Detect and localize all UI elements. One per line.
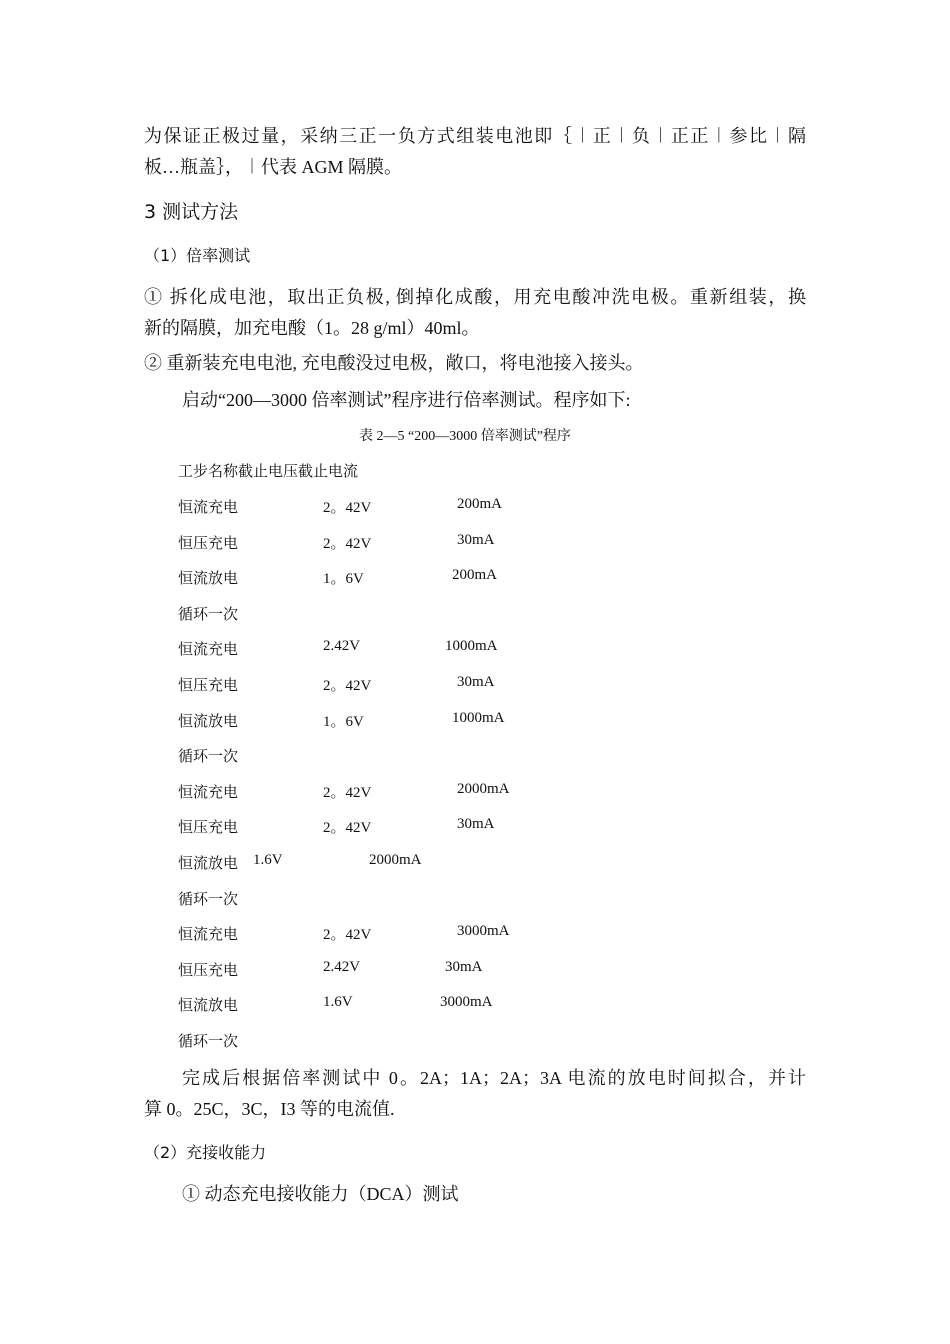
table-cell-voltage: 2。42V (323, 927, 372, 943)
table-cell-current: 30mA (457, 532, 495, 548)
table-cell-current: 200mA (452, 567, 497, 583)
table-cell-current: 2000mA (457, 781, 510, 797)
table-cell-step: 循环一次 (178, 892, 239, 908)
section-3-heading: 3 测试方法 (144, 201, 239, 223)
step-1-line-2: 新的隔膜，加充电酸（1。28 g/ml）40ml。 (144, 318, 480, 338)
subsection-1-heading: （1）倍率测试 (144, 246, 251, 265)
table-cell-step: 恒压充电 (178, 678, 239, 694)
intro-line-2: 板…瓶盖｝，︱代表 AGM 隔膜。 (144, 157, 403, 177)
table-cell-current: 200mA (457, 496, 502, 512)
table-cell-step: 循环一次 (178, 1034, 239, 1050)
subsection-2-heading: （2）充接收能力 (144, 1143, 267, 1162)
table-cell-current: 1000mA (452, 710, 505, 726)
table-cell-step: 恒流充电 (178, 785, 239, 801)
table-cell-step: 恒压充电 (178, 820, 239, 836)
step-3: 启动“200—3000 倍率测试”程序进行倍率测试。程序如下: (182, 390, 631, 410)
table-cell-step: 循环一次 (178, 749, 239, 765)
table-cell-current: 3000mA (457, 923, 510, 939)
table-cell-step: 恒压充电 (178, 536, 239, 552)
table-cell-step: 恒流充电 (178, 642, 239, 658)
intro-line-1: 为保证正极过量，采纳三正一负方式组装电池即｛︱正︱负︱正正︱参比︱隔 (144, 126, 806, 146)
table-cell-current: 1000mA (445, 638, 498, 654)
table-cell-current: 30mA (457, 674, 495, 690)
table-cell-voltage: 2.42V (323, 638, 361, 654)
table-cell-step: 循环一次 (178, 607, 239, 623)
table-cell-voltage: 2.42V (323, 959, 361, 975)
table-cell-step: 恒流充电 (178, 927, 239, 943)
table-cell-voltage: 1。6V (323, 571, 364, 587)
table-cell-voltage: 1.6V (253, 852, 283, 868)
table-cell-current: 2000mA (369, 852, 422, 868)
table-cell-step: 恒压充电 (178, 963, 239, 979)
table-cell-current: 30mA (457, 816, 495, 832)
table-caption: 表 2—5 “200—3000 倍率测试”程序 (359, 429, 571, 444)
table-cell-voltage: 2。42V (323, 536, 372, 552)
table-cell-voltage: 2。42V (323, 785, 372, 801)
table-cell-step: 恒流放电 (178, 856, 239, 872)
table-cell-current: 3000mA (440, 994, 493, 1010)
table-cell-step: 恒流充电 (178, 500, 239, 516)
table-cell-voltage: 2。42V (323, 678, 372, 694)
table-header: 工步名称截止电压截止电流 (178, 464, 359, 480)
dca-test-heading: ① 动态充电接收能力（DCA）测试 (182, 1184, 459, 1204)
table-cell-step: 恒流放电 (178, 714, 239, 730)
table-cell-step: 恒流放电 (178, 571, 239, 587)
table-cell-voltage: 1.6V (323, 994, 353, 1010)
table-cell-voltage: 1。6V (323, 714, 364, 730)
conclusion-line-1: 完成后根据倍率测试中 0。2A；1A；2A；3A 电流的放电时间拟合，并计 (182, 1068, 806, 1088)
table-cell-voltage: 2。42V (323, 500, 372, 516)
step-2: ② 重新装充电电池, 充电酸没过电极，敞口，将电池接入接头。 (144, 353, 644, 373)
table-cell-current: 30mA (445, 959, 483, 975)
table-cell-step: 恒流放电 (178, 998, 239, 1014)
step-1-line-1: ① 拆化成电池，取出正负极, 倒掉化成酸，用充电酸冲洗电极。重新组装，换 (144, 287, 806, 307)
table-cell-voltage: 2。42V (323, 820, 372, 836)
conclusion-line-2: 算 0。25C，3C，I3 等的电流值. (144, 1099, 395, 1119)
